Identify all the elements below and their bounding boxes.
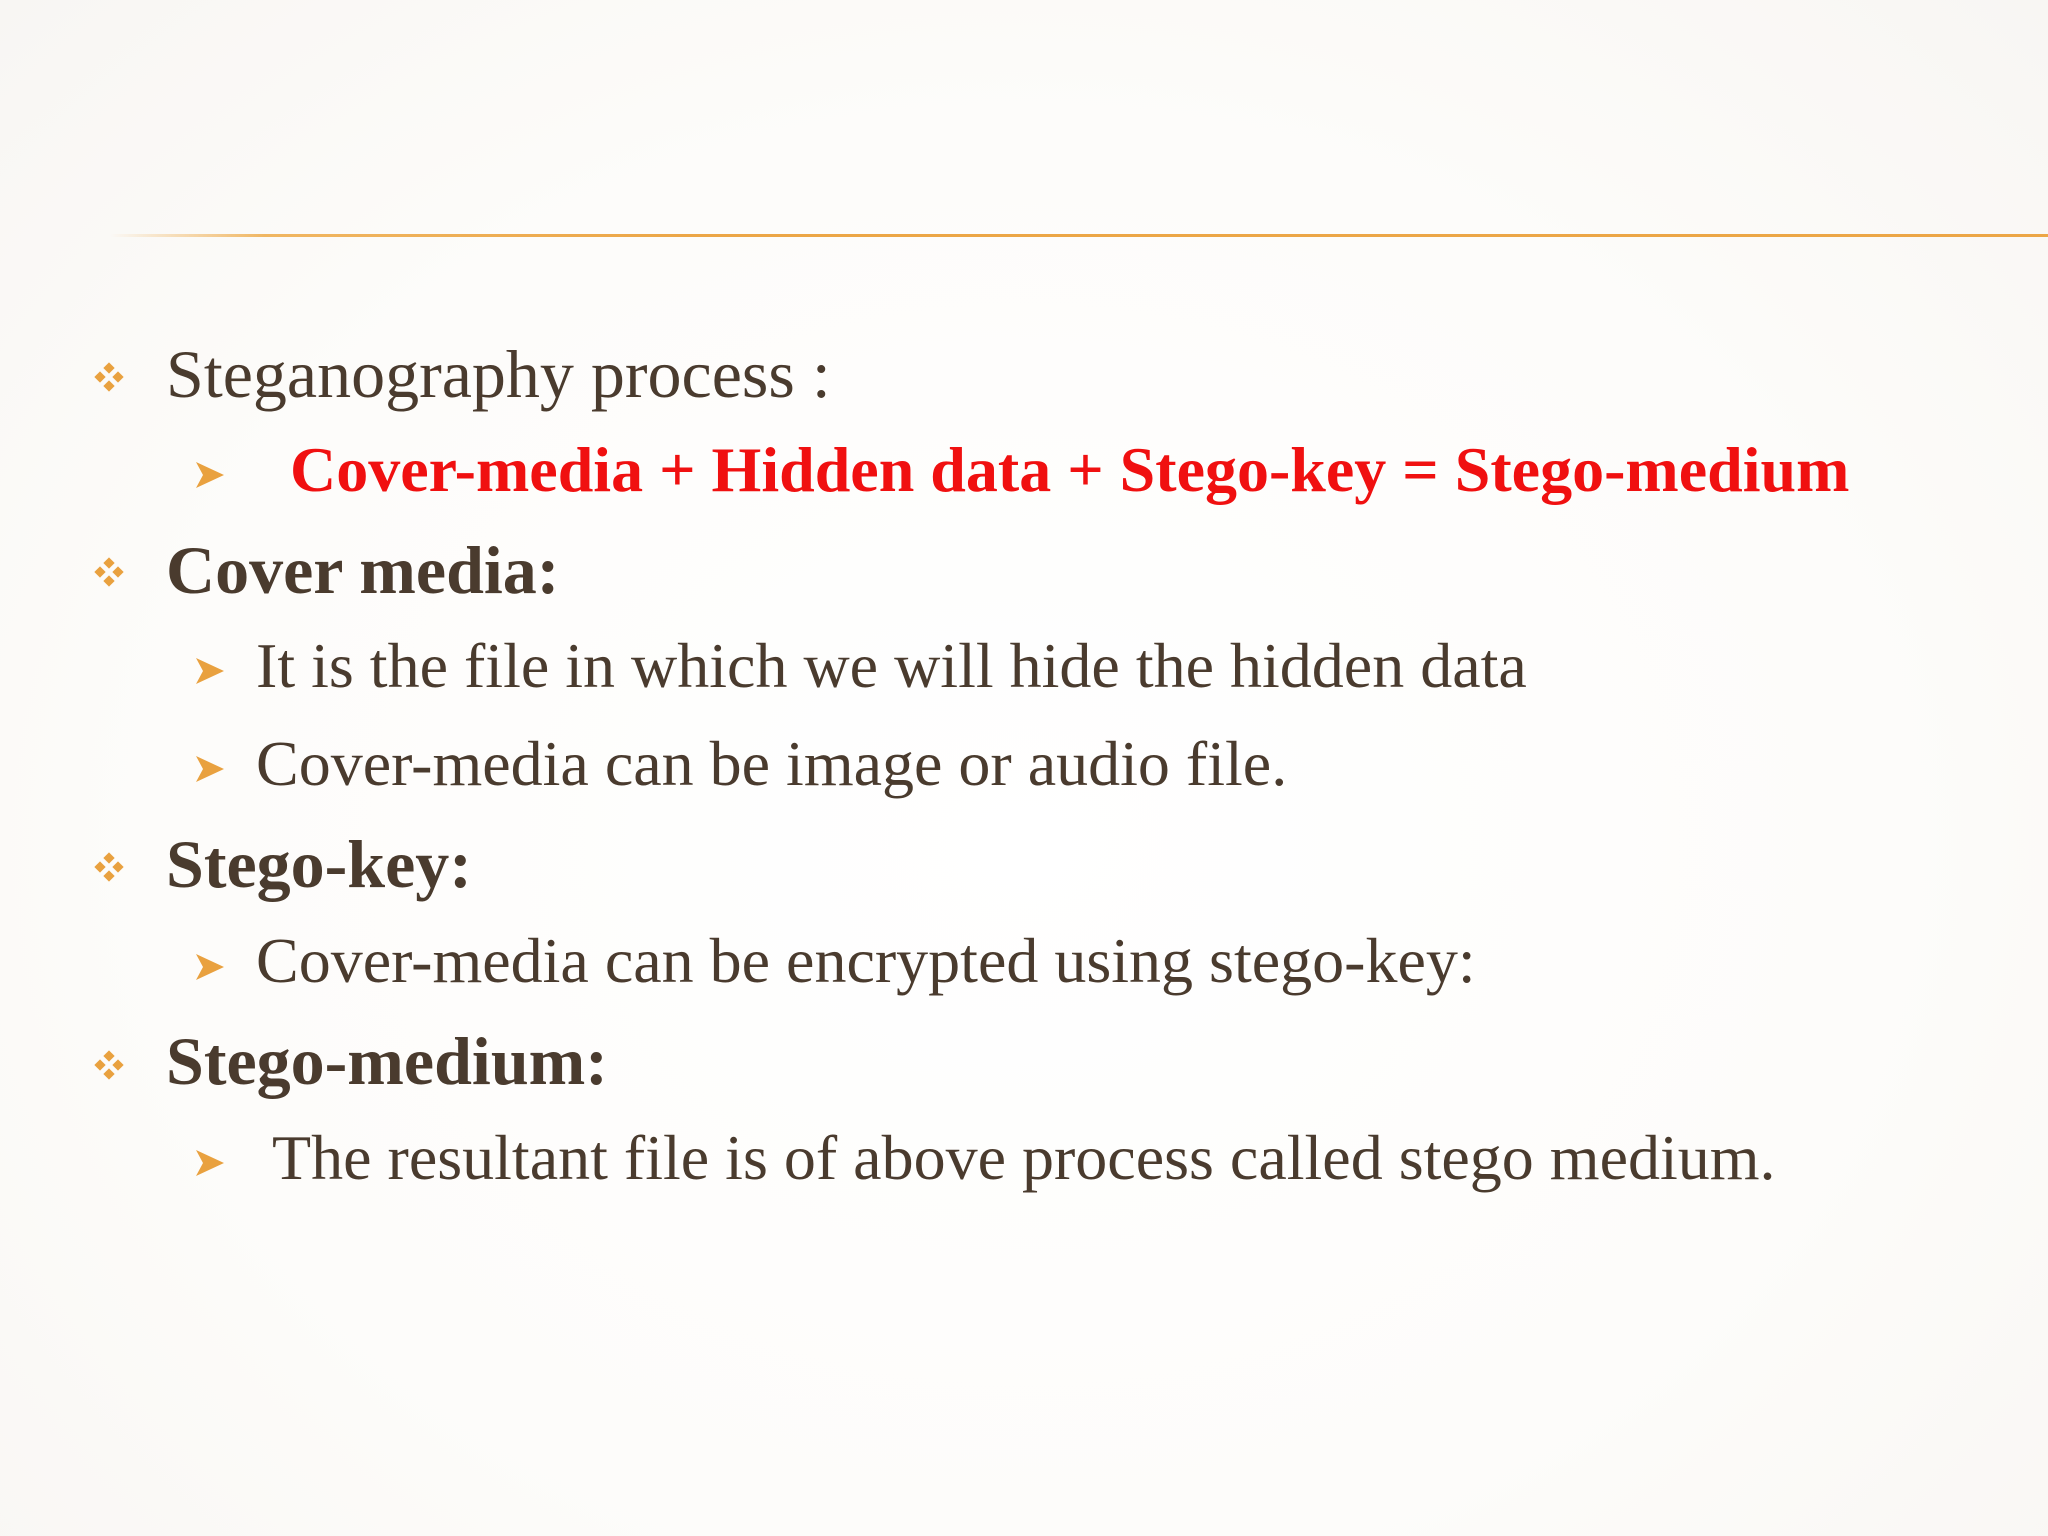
arrow-bullet-icon (196, 954, 224, 980)
arrow-bullet-icon (196, 462, 224, 488)
bullet-stego-key-definition: Cover-media can be encrypted using stego-key: (256, 925, 1476, 996)
diamond-bullet-icon (94, 1050, 124, 1080)
bullet-cover-media-types: Cover-media can be image or audio file. (256, 728, 1288, 799)
diamond-bullet-icon (94, 852, 124, 882)
bullet-cover-media-heading: Cover media: (166, 532, 560, 608)
bullet-cover-media-definition: It is the file in which we will hide the hidden data (256, 630, 1527, 701)
bullet-stego-medium-definition: The resultant file is of above process called stego medium. (272, 1122, 1776, 1193)
arrow-bullet-icon (196, 756, 224, 782)
diamond-bullet-icon (94, 557, 124, 587)
bullet-steganography-formula: Cover-media + Hidden data + Stego-key = Stego-medium (290, 434, 1850, 505)
bullet-stego-medium-heading: Stego-medium: (166, 1023, 608, 1099)
bullet-steganography-process: Steganography process : (166, 336, 831, 412)
diamond-bullet-icon (94, 362, 124, 392)
arrow-bullet-icon (196, 658, 224, 684)
arrow-bullet-icon (196, 1150, 224, 1176)
bullet-stego-key-heading: Stego-key: (166, 826, 472, 902)
